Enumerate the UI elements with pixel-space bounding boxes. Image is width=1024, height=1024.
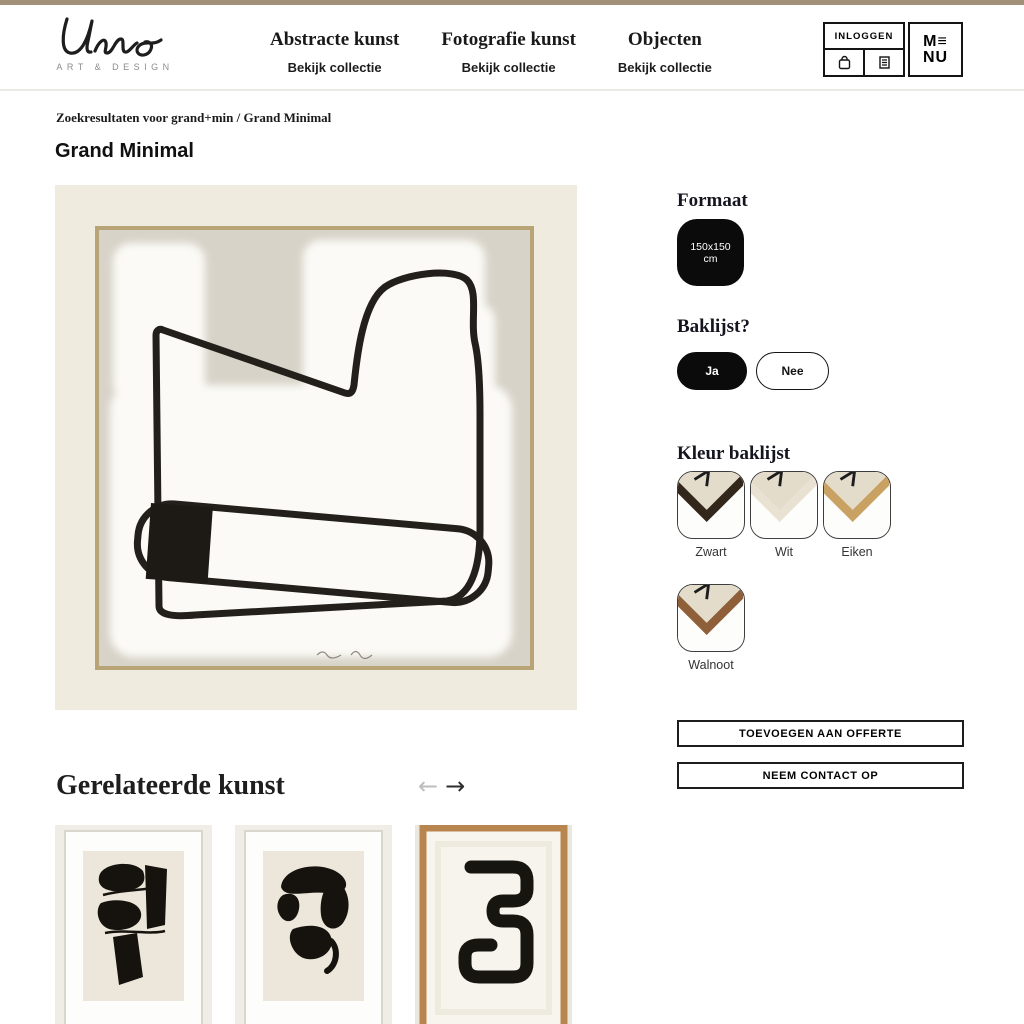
swatch-label-zwart: Zwart <box>695 545 727 559</box>
quote-list-button[interactable] <box>865 50 903 75</box>
account-widget <box>823 22 963 77</box>
frame-corner-wit-icon <box>751 472 816 537</box>
related-artworks <box>55 825 572 1024</box>
logo-script-icon <box>55 15 170 59</box>
header-divider <box>0 89 1024 91</box>
swatch-label-walnoot: Walnoot <box>688 658 734 672</box>
menu-line-1: M≡ <box>923 32 948 50</box>
frame-corner-walnoot-icon <box>678 585 743 650</box>
frame-corner-zwart-icon <box>678 472 743 537</box>
list-document-icon <box>876 54 893 71</box>
product-image[interactable] <box>55 185 577 710</box>
related-artwork-3-image <box>415 825 572 1024</box>
formaat-heading: Formaat <box>677 190 748 211</box>
kleur-baklijst-heading: Kleur baklijst <box>677 443 791 464</box>
frame-color-swatch-walnoot[interactable] <box>677 584 745 652</box>
nav-label: Fotografie kunst <box>441 29 576 50</box>
main-nav <box>270 29 712 75</box>
nav-cta[interactable]: Bekijk collectie <box>461 60 556 75</box>
nav-cta[interactable]: Bekijk collectie <box>617 60 712 75</box>
cart-button[interactable] <box>825 50 865 75</box>
related-artwork-2-image <box>235 825 392 1024</box>
page-title: Grand Minimal <box>55 140 194 162</box>
carousel-controls <box>418 772 465 800</box>
frame-color-swatch-wit[interactable] <box>750 471 818 539</box>
baklijst-heading: Baklijst? <box>677 316 750 337</box>
baklijst-toggle <box>677 352 829 390</box>
header <box>0 5 1024 89</box>
baklijst-yes-button[interactable]: Ja <box>677 352 747 390</box>
frame-color-swatch-eiken[interactable] <box>823 471 891 539</box>
menu-button[interactable] <box>908 22 963 77</box>
carousel-prev-icon[interactable]: ← <box>418 772 439 800</box>
nav-item-objecten[interactable] <box>618 29 712 75</box>
frame-color-swatch-zwart[interactable] <box>677 471 745 539</box>
nav-cta[interactable]: Bekijk collectie <box>287 60 382 75</box>
related-artwork-3[interactable] <box>415 825 572 1024</box>
account-icons <box>825 50 903 75</box>
baklijst-no-button[interactable]: Nee <box>756 352 829 390</box>
breadcrumb-current: Grand Minimal <box>243 110 332 125</box>
carousel-next-icon[interactable]: → <box>445 772 466 800</box>
contact-button[interactable]: NEEM CONTACT OP <box>677 762 964 789</box>
shopping-bag-icon <box>836 54 853 71</box>
account-left-group <box>823 22 905 77</box>
related-artwork-2[interactable] <box>235 825 392 1024</box>
swatch-label-eiken: Eiken <box>841 545 873 559</box>
frame-corner-eiken-icon <box>824 472 889 537</box>
add-to-quote-button[interactable]: TOEVOEGEN AAN OFFERTE <box>677 720 964 747</box>
nav-label: Objecten <box>627 29 702 50</box>
related-heading: Gerelateerde kunst <box>56 770 285 801</box>
nav-label: Abstracte kunst <box>270 29 400 50</box>
login-button[interactable]: INLOGGEN <box>825 24 903 50</box>
swatch-label-wit: Wit <box>774 545 794 559</box>
breadcrumb-search-link[interactable]: Zoekresultaten voor grand+min <box>56 110 234 125</box>
product-options-panel <box>677 190 964 800</box>
product-artwork-illustration <box>55 185 577 710</box>
logo[interactable] <box>55 15 175 72</box>
logo-tagline: ART & DESIGN <box>56 62 174 72</box>
related-artwork-1-image <box>55 825 212 1024</box>
breadcrumb-separator: / <box>233 110 244 125</box>
nav-item-abstracte-kunst[interactable] <box>270 29 399 75</box>
nav-item-fotografie-kunst[interactable] <box>441 29 576 75</box>
breadcrumb <box>56 110 331 126</box>
size-option-150x150[interactable]: 150x150 cm <box>677 219 744 286</box>
menu-line-2: NU <box>922 48 949 66</box>
related-artwork-1[interactable] <box>55 825 212 1024</box>
